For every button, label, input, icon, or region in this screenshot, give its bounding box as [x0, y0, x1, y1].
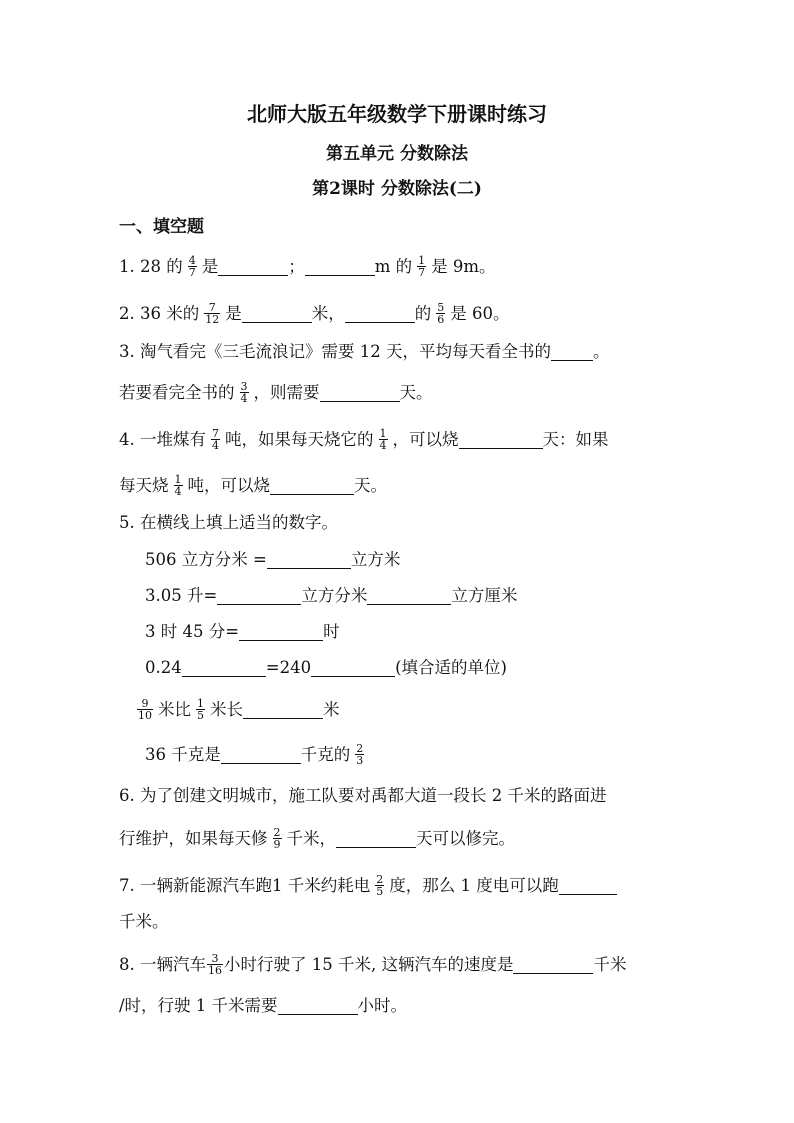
fraction: $\frac{2}{9}$ — [273, 826, 281, 851]
answer-blank[interactable] — [278, 997, 358, 1015]
question-1: 1. 28 的 $\frac{4}{7}$ 是 ； m 的 $\frac{1}{7}$ 是 9m。 — [119, 254, 496, 279]
answer-blank[interactable] — [336, 830, 416, 848]
answer-blank[interactable] — [270, 477, 354, 495]
fraction: $\frac{7}{4}$ — [212, 427, 219, 452]
fraction: $\frac{5}{6}$ — [437, 301, 445, 326]
answer-blank[interactable] — [239, 623, 323, 641]
answer-blank[interactable] — [551, 343, 593, 361]
fraction: $\frac{2}{5}$ — [376, 873, 384, 898]
answer-blank[interactable] — [243, 701, 323, 719]
answer-blank[interactable] — [345, 305, 415, 323]
answer-blank[interactable] — [267, 551, 351, 569]
answer-blank[interactable] — [305, 258, 375, 276]
question-3-line-1: 3. 淘气看完《三毛流浪记》需要 12 天，平均每天看全书的 。 — [119, 342, 610, 361]
question-5-row-4: 0.24 =240 (填合适的单位) — [145, 658, 507, 677]
fraction: $\frac{7}{12}$ — [205, 301, 220, 326]
answer-blank[interactable] — [217, 587, 301, 605]
question-4-line-2: 每天烧 $\frac{1}{4}$ 吨，可以烧 天。 — [119, 473, 387, 498]
answer-blank[interactable] — [182, 659, 266, 677]
question-5-row-6: 36 千克是 千克的 $\frac{2}{3}$ — [145, 742, 364, 767]
question-7-line-1: 7. 一辆新能源汽车跑1 千米约耗电 $\frac{2}{5}$ 度，那么 1 度电可以跑 — [119, 874, 617, 897]
question-4-line-1: 4. 一堆煤有 $\frac{7}{4}$ 吨，如果每天烧它的 $\frac{1}{4}$ ，可以烧 天：如果 — [119, 427, 609, 452]
fraction: $\frac{1}{7}$ — [418, 254, 426, 279]
question-5-row-1: 506 立方分米 = 立方米 — [145, 550, 401, 569]
worksheet-title: 北师大版五年级数学下册课时练习 — [247, 102, 547, 126]
question-5-stem: 5. 在横线上填上适当的数字。 — [119, 513, 338, 532]
answer-blank[interactable] — [320, 384, 400, 402]
question-6-line-2: 行维护，如果每天修 $\frac{2}{9}$ 千米， 天可以修完。 — [119, 826, 515, 851]
question-2: 2. 36 米的 $\frac{7}{12}$ 是 米， 的 $\frac{5}{6}$ 是 60。 — [119, 301, 510, 326]
lesson-title: 第2课时 分数除法(二) — [312, 179, 482, 199]
answer-blank[interactable] — [242, 305, 312, 323]
question-5-row-3: 3 时 45 分= 时 — [145, 622, 340, 641]
answer-blank[interactable] — [367, 587, 451, 605]
question-8-line-1: 8. 一辆汽车 $\frac{3}{16}$ 小时行驶了 15 千米, 这辆汽车的速度是 千米 — [119, 952, 627, 977]
fraction: $\frac{1}{4}$ — [379, 427, 387, 452]
fraction: $\frac{9}{10}$ — [138, 697, 152, 722]
fraction: $\frac{1}{4}$ — [174, 473, 182, 498]
answer-blank[interactable] — [513, 956, 593, 974]
fraction: $\frac{4}{7}$ — [188, 254, 196, 279]
answer-blank[interactable] — [459, 431, 543, 449]
question-7-line-2: 千米。 — [119, 912, 169, 931]
answer-blank[interactable] — [559, 877, 617, 895]
fraction: $\frac{1}{5}$ — [197, 697, 204, 722]
answer-blank[interactable] — [221, 746, 301, 764]
fraction: $\frac{2}{3}$ — [356, 742, 364, 767]
question-5-row-5: $\frac{9}{10}$ 米比 $\frac{1}{5}$ 米长 米 — [138, 697, 340, 722]
question-5-row-2: 3.05 升= 立方分米 立方厘米 — [145, 586, 518, 605]
question-8-line-2: /时，行驶 1 千米需要 小时。 — [119, 996, 408, 1015]
question-3-line-2: 若要看完全书的 $\frac{3}{4}$ ，则需要 天。 — [119, 380, 433, 405]
unit-title: 第五单元 分数除法 — [326, 144, 468, 164]
answer-blank[interactable] — [218, 258, 288, 276]
question-6-line-1: 6. 为了创建文明城市，施工队要对禹都大道一段长 2 千米的路面进 — [119, 786, 607, 805]
section-heading: 一、填空题 — [119, 217, 204, 237]
fraction: $\frac{3}{4}$ — [240, 380, 248, 405]
answer-blank[interactable] — [311, 659, 395, 677]
fraction: $\frac{3}{16}$ — [208, 952, 222, 977]
